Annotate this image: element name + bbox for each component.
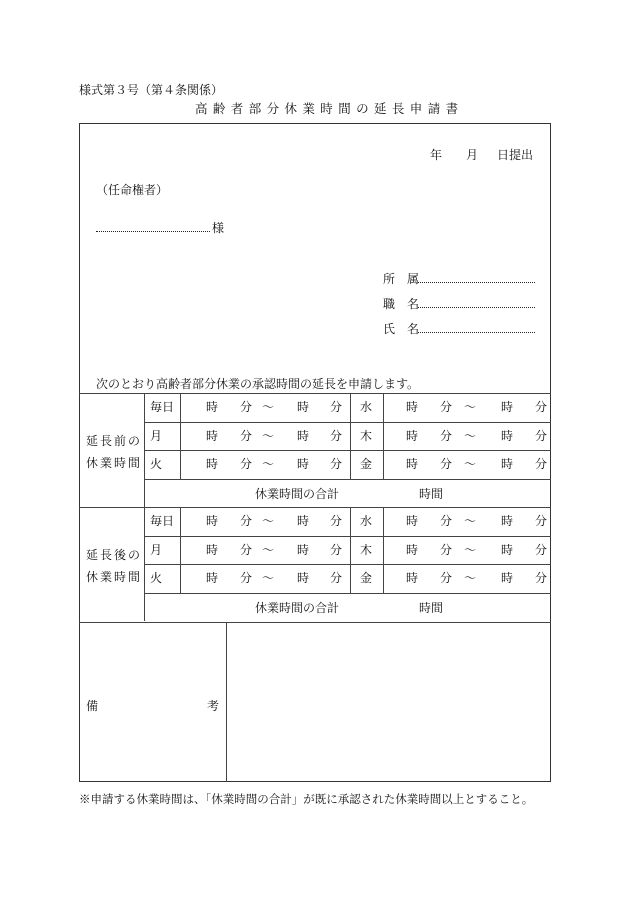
- start-minute-unit[interactable]: 分: [240, 457, 253, 471]
- date-month: 月: [466, 148, 479, 162]
- range-tilde: ～: [464, 542, 477, 557]
- end-hour-unit[interactable]: 時: [501, 571, 514, 585]
- total-row-border: [144, 479, 551, 480]
- day-label-left: 毎日: [150, 514, 175, 528]
- day-column-border: [180, 564, 181, 593]
- end-hour-unit[interactable]: 時: [501, 542, 514, 557]
- start-hour-unit[interactable]: 時: [206, 457, 219, 471]
- page-title: 高齢者部分休業時間の延長申請書: [195, 101, 464, 116]
- end-hour-unit[interactable]: 時: [297, 514, 310, 528]
- start-hour-unit[interactable]: 時: [406, 400, 419, 414]
- start-hour-unit[interactable]: 時: [406, 457, 419, 471]
- end-minute-unit[interactable]: 分: [535, 571, 548, 585]
- start-hour-unit[interactable]: 時: [406, 514, 419, 528]
- day-label-right: 水: [360, 400, 373, 414]
- day-column-border: [180, 536, 181, 565]
- day-column-border: [383, 450, 384, 479]
- total-label: 休業時間の合計: [255, 486, 340, 501]
- end-minute-unit[interactable]: 分: [535, 457, 548, 471]
- row-divider: [144, 450, 551, 451]
- section-label-line2: 休業時間: [86, 456, 143, 470]
- day-column-border: [383, 536, 384, 565]
- section-divider: [79, 507, 551, 508]
- day-label-right: 木: [360, 428, 373, 443]
- middle-divider: [350, 536, 351, 565]
- day-column-border: [383, 422, 384, 451]
- range-tilde: ～: [464, 514, 477, 528]
- name-line[interactable]: [418, 332, 535, 333]
- end-minute-unit[interactable]: 分: [535, 428, 548, 443]
- middle-divider: [350, 450, 351, 479]
- end-hour-unit[interactable]: 時: [297, 542, 310, 557]
- total-hours-unit[interactable]: 時間: [419, 486, 444, 501]
- day-column-border: [180, 393, 181, 422]
- start-hour-unit[interactable]: 時: [406, 542, 419, 557]
- start-hour-unit[interactable]: 時: [206, 400, 219, 414]
- start-minute-unit[interactable]: 分: [440, 571, 453, 585]
- affiliation-label: 所 属: [383, 272, 420, 286]
- end-minute-unit[interactable]: 分: [330, 542, 343, 557]
- start-minute-unit[interactable]: 分: [240, 428, 253, 443]
- day-label-left: 月: [150, 542, 163, 557]
- range-tilde: ～: [262, 542, 275, 557]
- honorific-sama: 様: [212, 221, 225, 235]
- end-hour-unit[interactable]: 時: [297, 400, 310, 414]
- day-label-right: 金: [360, 571, 373, 585]
- range-tilde: ～: [464, 457, 477, 471]
- middle-divider: [350, 393, 351, 422]
- range-tilde: ～: [262, 514, 275, 528]
- end-hour-unit[interactable]: 時: [297, 457, 310, 471]
- date-year: 年: [430, 148, 443, 162]
- row-divider: [144, 564, 551, 565]
- end-minute-unit[interactable]: 分: [535, 542, 548, 557]
- remarks-label-char2: 考: [207, 699, 220, 713]
- middle-divider: [350, 507, 351, 536]
- start-hour-unit[interactable]: 時: [406, 571, 419, 585]
- day-label-left: 火: [150, 571, 163, 585]
- start-hour-unit[interactable]: 時: [206, 542, 219, 557]
- end-hour-unit[interactable]: 時: [297, 571, 310, 585]
- end-hour-unit[interactable]: 時: [501, 457, 514, 471]
- end-hour-unit[interactable]: 時: [297, 428, 310, 443]
- section-label-line1: 延長前の: [86, 434, 143, 448]
- middle-divider: [350, 564, 351, 593]
- day-label-left: 月: [150, 428, 163, 443]
- application-form: [79, 123, 551, 782]
- end-minute-unit[interactable]: 分: [330, 514, 343, 528]
- start-minute-unit[interactable]: 分: [240, 542, 253, 557]
- range-tilde: ～: [464, 400, 477, 414]
- remarks-divider: [226, 622, 227, 782]
- total-label: 休業時間の合計: [255, 600, 340, 615]
- day-label-right: 水: [360, 514, 373, 528]
- day-label-left: 火: [150, 457, 163, 471]
- start-minute-unit[interactable]: 分: [440, 542, 453, 557]
- start-minute-unit[interactable]: 分: [440, 400, 453, 414]
- start-minute-unit[interactable]: 分: [440, 428, 453, 443]
- day-label-right: 金: [360, 457, 373, 471]
- end-hour-unit[interactable]: 時: [501, 400, 514, 414]
- range-tilde: ～: [262, 400, 275, 414]
- range-tilde: ～: [262, 571, 275, 585]
- end-hour-unit[interactable]: 時: [501, 428, 514, 443]
- day-column-border: [383, 564, 384, 593]
- day-column-border: [180, 450, 181, 479]
- day-column-border: [180, 507, 181, 536]
- footnote: ※申請する休業時間は、「休業時間の合計」が既に承認された休業時間以上とすること。: [79, 792, 534, 806]
- day-label-right: 木: [360, 542, 373, 557]
- range-tilde: ～: [262, 428, 275, 443]
- start-hour-unit[interactable]: 時: [206, 571, 219, 585]
- remarks-top-border: [79, 622, 551, 623]
- appointer-name-line[interactable]: [96, 231, 210, 232]
- request-sentence: 次のとおり高齢者部分休業の承認時間の延長を申請します。: [96, 377, 420, 391]
- start-minute-unit[interactable]: 分: [240, 571, 253, 585]
- end-minute-unit[interactable]: 分: [330, 400, 343, 414]
- section-label-line1: 延長後の: [86, 548, 143, 562]
- end-minute-unit[interactable]: 分: [535, 514, 548, 528]
- position-line[interactable]: [418, 307, 535, 308]
- day-label-left: 毎日: [150, 400, 175, 414]
- range-tilde: ～: [262, 457, 275, 471]
- appointer-label: （任命権者）: [96, 183, 169, 197]
- range-tilde: ～: [464, 571, 477, 585]
- affiliation-line[interactable]: [418, 282, 535, 283]
- end-minute-unit[interactable]: 分: [330, 571, 343, 585]
- day-column-border: [383, 393, 384, 422]
- day-column-border: [383, 507, 384, 536]
- day-column-border: [180, 422, 181, 451]
- start-minute-unit[interactable]: 分: [240, 400, 253, 414]
- range-tilde: ～: [464, 428, 477, 443]
- start-hour-unit[interactable]: 時: [206, 428, 219, 443]
- middle-divider: [350, 422, 351, 451]
- end-minute-unit[interactable]: 分: [330, 428, 343, 443]
- start-hour-unit[interactable]: 時: [206, 514, 219, 528]
- start-minute-unit[interactable]: 分: [240, 514, 253, 528]
- total-row-border: [144, 593, 551, 594]
- end-minute-unit[interactable]: 分: [535, 400, 548, 414]
- position-label: 職 名: [383, 297, 420, 311]
- form-number: 様式第３号（第４条関係）: [79, 83, 224, 97]
- end-hour-unit[interactable]: 時: [501, 514, 514, 528]
- row-divider: [144, 536, 551, 537]
- total-hours-unit[interactable]: 時間: [419, 600, 444, 615]
- remarks-label-char1: 備: [86, 699, 99, 713]
- name-label: 氏 名: [383, 322, 420, 336]
- date-submitted: 日提出: [497, 148, 534, 162]
- start-hour-unit[interactable]: 時: [406, 428, 419, 443]
- start-minute-unit[interactable]: 分: [440, 514, 453, 528]
- row-divider: [144, 422, 551, 423]
- section-label-line2: 休業時間: [86, 570, 143, 584]
- table-top-border: [79, 393, 551, 394]
- end-minute-unit[interactable]: 分: [330, 457, 343, 471]
- start-minute-unit[interactable]: 分: [440, 457, 453, 471]
